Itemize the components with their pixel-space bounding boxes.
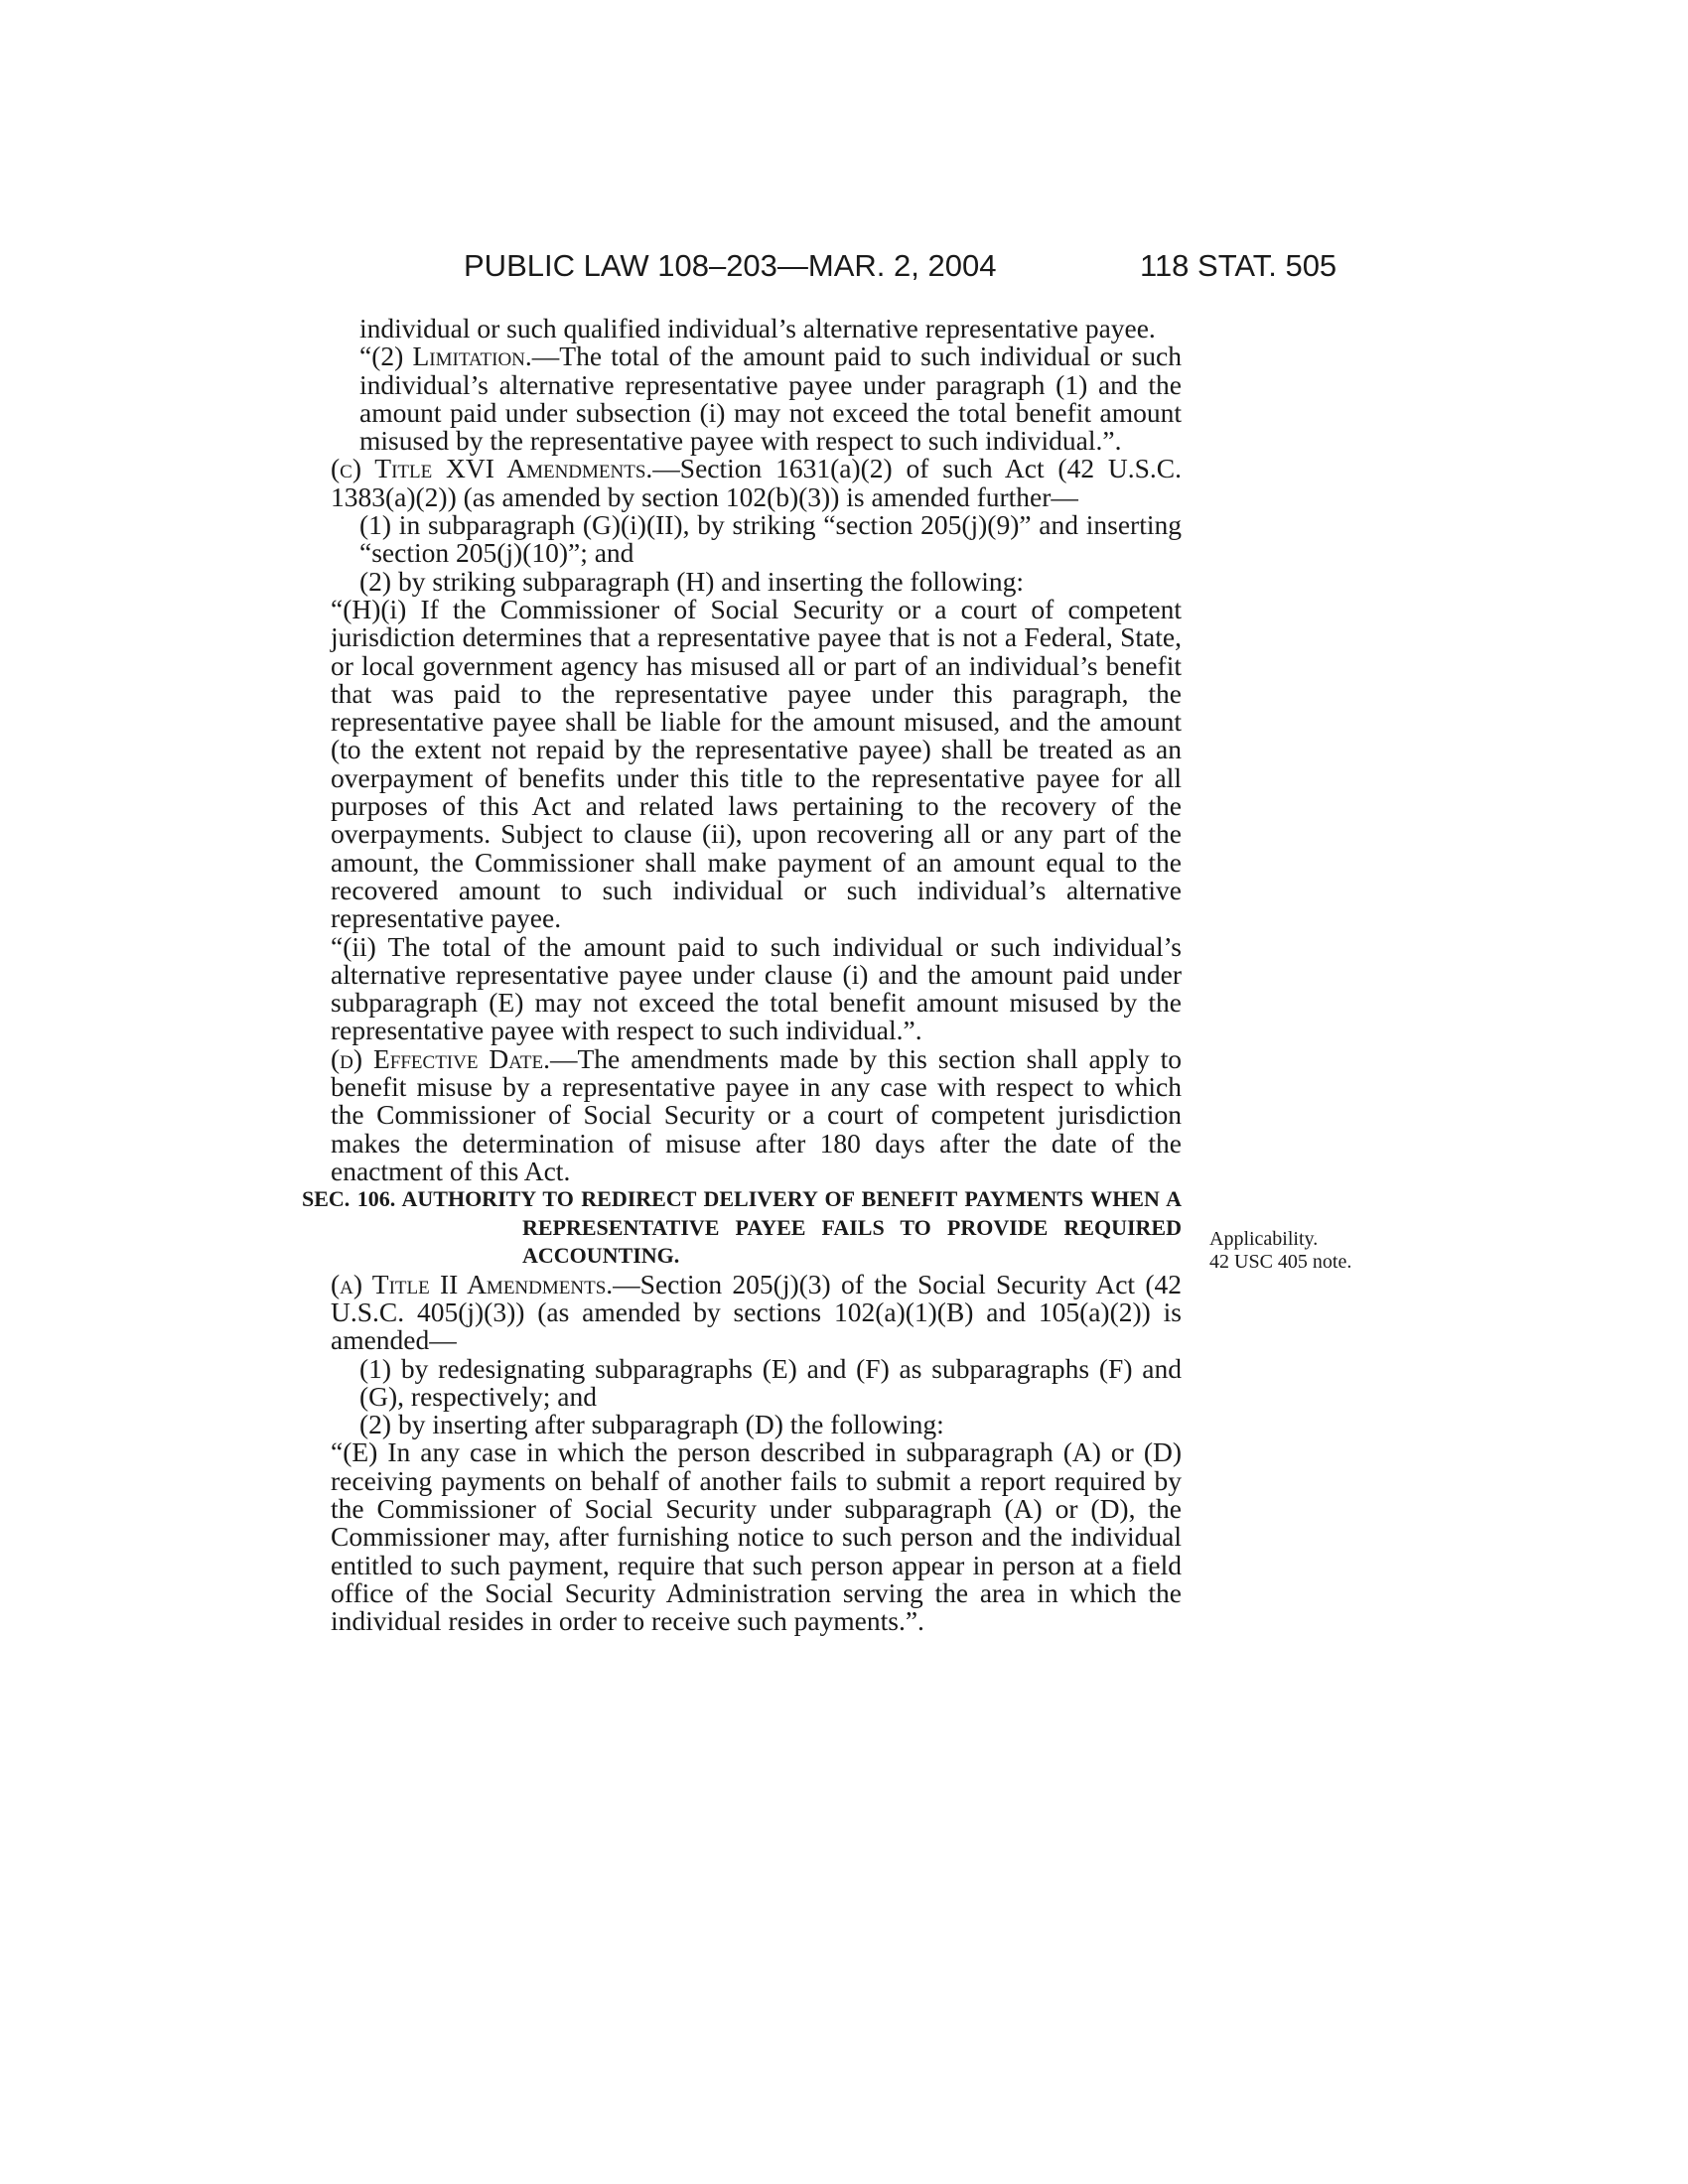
limitation-body: —The total of the amount paid to such individual or such individual’s alternative representative payee under paragraph (1) and the amount paid under subsection (i) may not exceed the total benefit amount misused by the representative payee with respect to such individual.”. <box>359 341 1182 457</box>
title-ii-lead: (a) Title II Amendments. <box>331 1268 614 1299</box>
limitation-lead: “(2) Limitation. <box>359 341 532 372</box>
paragraph-h-i: “(H)(i) If the Commissioner of Social Security or a court of competent jurisdiction determines that a representative payee that is not a Federal, State, or local government agency has misused all or part of an individual’s benefit that was paid to the representative payee under this paragraph, the representative payee shall be liable for the amount misused, and the amount (to the extent not repaid by the representative payee) shall be treated as an overpayment of benefits under this title to the representative payee for all purposes of this Act and related laws pertaining to the recovery of the overpayments. Subject to clause (ii), upon recovering all or any part of the amount, the Commissioner shall make payment of an amount equal to the recovered amount to such individual or such individual’s alternative representative payee. <box>331 593 1182 934</box>
paragraph-e: “(E) In any case in which the person described in subparagraph (A) or (D) receiving payments on behalf of another fails to submit a report required by the Commissioner of Social Security under subparagraph (A) or (D), the Commissioner may, after furnishing notice to such person and the individual entitled to such payment, require that such person appear in person at a field office of the Social Security Administration serving the area in which the individual resides in order to receive such payments.”. <box>331 1436 1182 1637</box>
paragraph-title-ii-amendments <box>302 1268 1182 1356</box>
effective-date-lead: (d) Effective Date. <box>331 1042 550 1074</box>
title-ii-body: —Section 205(j)(3) of the Social Security Act (42 U.S.C. 405(j)(3)) (as amended by sections 102(a)(1)(B) and 105(a)(2)) is amended— <box>331 1268 1182 1356</box>
body-text <box>302 315 1182 1636</box>
margin-note-applicability: Applicability. <box>1209 1228 1319 1250</box>
effective-date-body: —The amendments made by this section shall apply to benefit misuse by a representative payee in any case with respect to which the Commissioner of Social Security or a court of competent jurisdiction makes the determination of misuse after 180 days after the date of the enactment of this Act. <box>331 1042 1182 1186</box>
paragraph-h-ii: “(ii) The total of the amount paid to such individual or such individual’s alternative representative payee under clause (i) and the amount paid under subparagraph (E) may not exceed the total benefit amount misused by the representative payee with respect to such individual.”. <box>331 930 1182 1046</box>
title-xvi-body: —Section 1631(a)(2) of such Act (42 U.S.C. 1383(a)(2)) (as amended by section 102(b)(3)) is amended further— <box>331 453 1182 512</box>
paragraph-title-xvi-amendments <box>302 455 1182 511</box>
paragraph-continuation: individual or such qualified individual’s alternative representative payee. <box>359 313 1156 343</box>
statute-page-number: 118 STAT. 505 <box>1140 248 1337 283</box>
page-header-title: PUBLIC LAW 108–203—MAR. 2, 2004 <box>464 248 997 283</box>
paragraph-strike-h: (2) by striking subparagraph (H) and inserting the following: <box>359 565 1025 597</box>
title-xvi-lead: (c) Title XVI Amendments. <box>331 453 653 484</box>
paragraph-subparagraph-g: (1) in subparagraph (G)(i)(II), by striking “section 205(j)(9)” and inserting “section 205(j)(10)”; and <box>359 509 1182 569</box>
paragraph-effective-date <box>302 1042 1182 1186</box>
margin-note-usc: 42 USC 405 note. <box>1209 1251 1352 1273</box>
margin-note <box>1209 1228 1351 1274</box>
section-106-heading: SEC. 106. AUTHORITY TO REDIRECT DELIVERY OF BENEFIT PAYMENTS WHEN A REPRESENTATIVE PAYEE FAILS TO PROVIDE REQUIRED ACCOUNTING. <box>302 1186 1182 1269</box>
paragraph-redesignating: (1) by redesignating subparagraphs (E) and (F) as subparagraphs (F) and (G), respectively; and <box>359 1352 1182 1412</box>
running-header <box>0 246 1688 286</box>
paragraph-inserting: (2) by inserting after subparagraph (D) the following: <box>359 1409 944 1440</box>
paragraph-limitation <box>302 342 1182 455</box>
